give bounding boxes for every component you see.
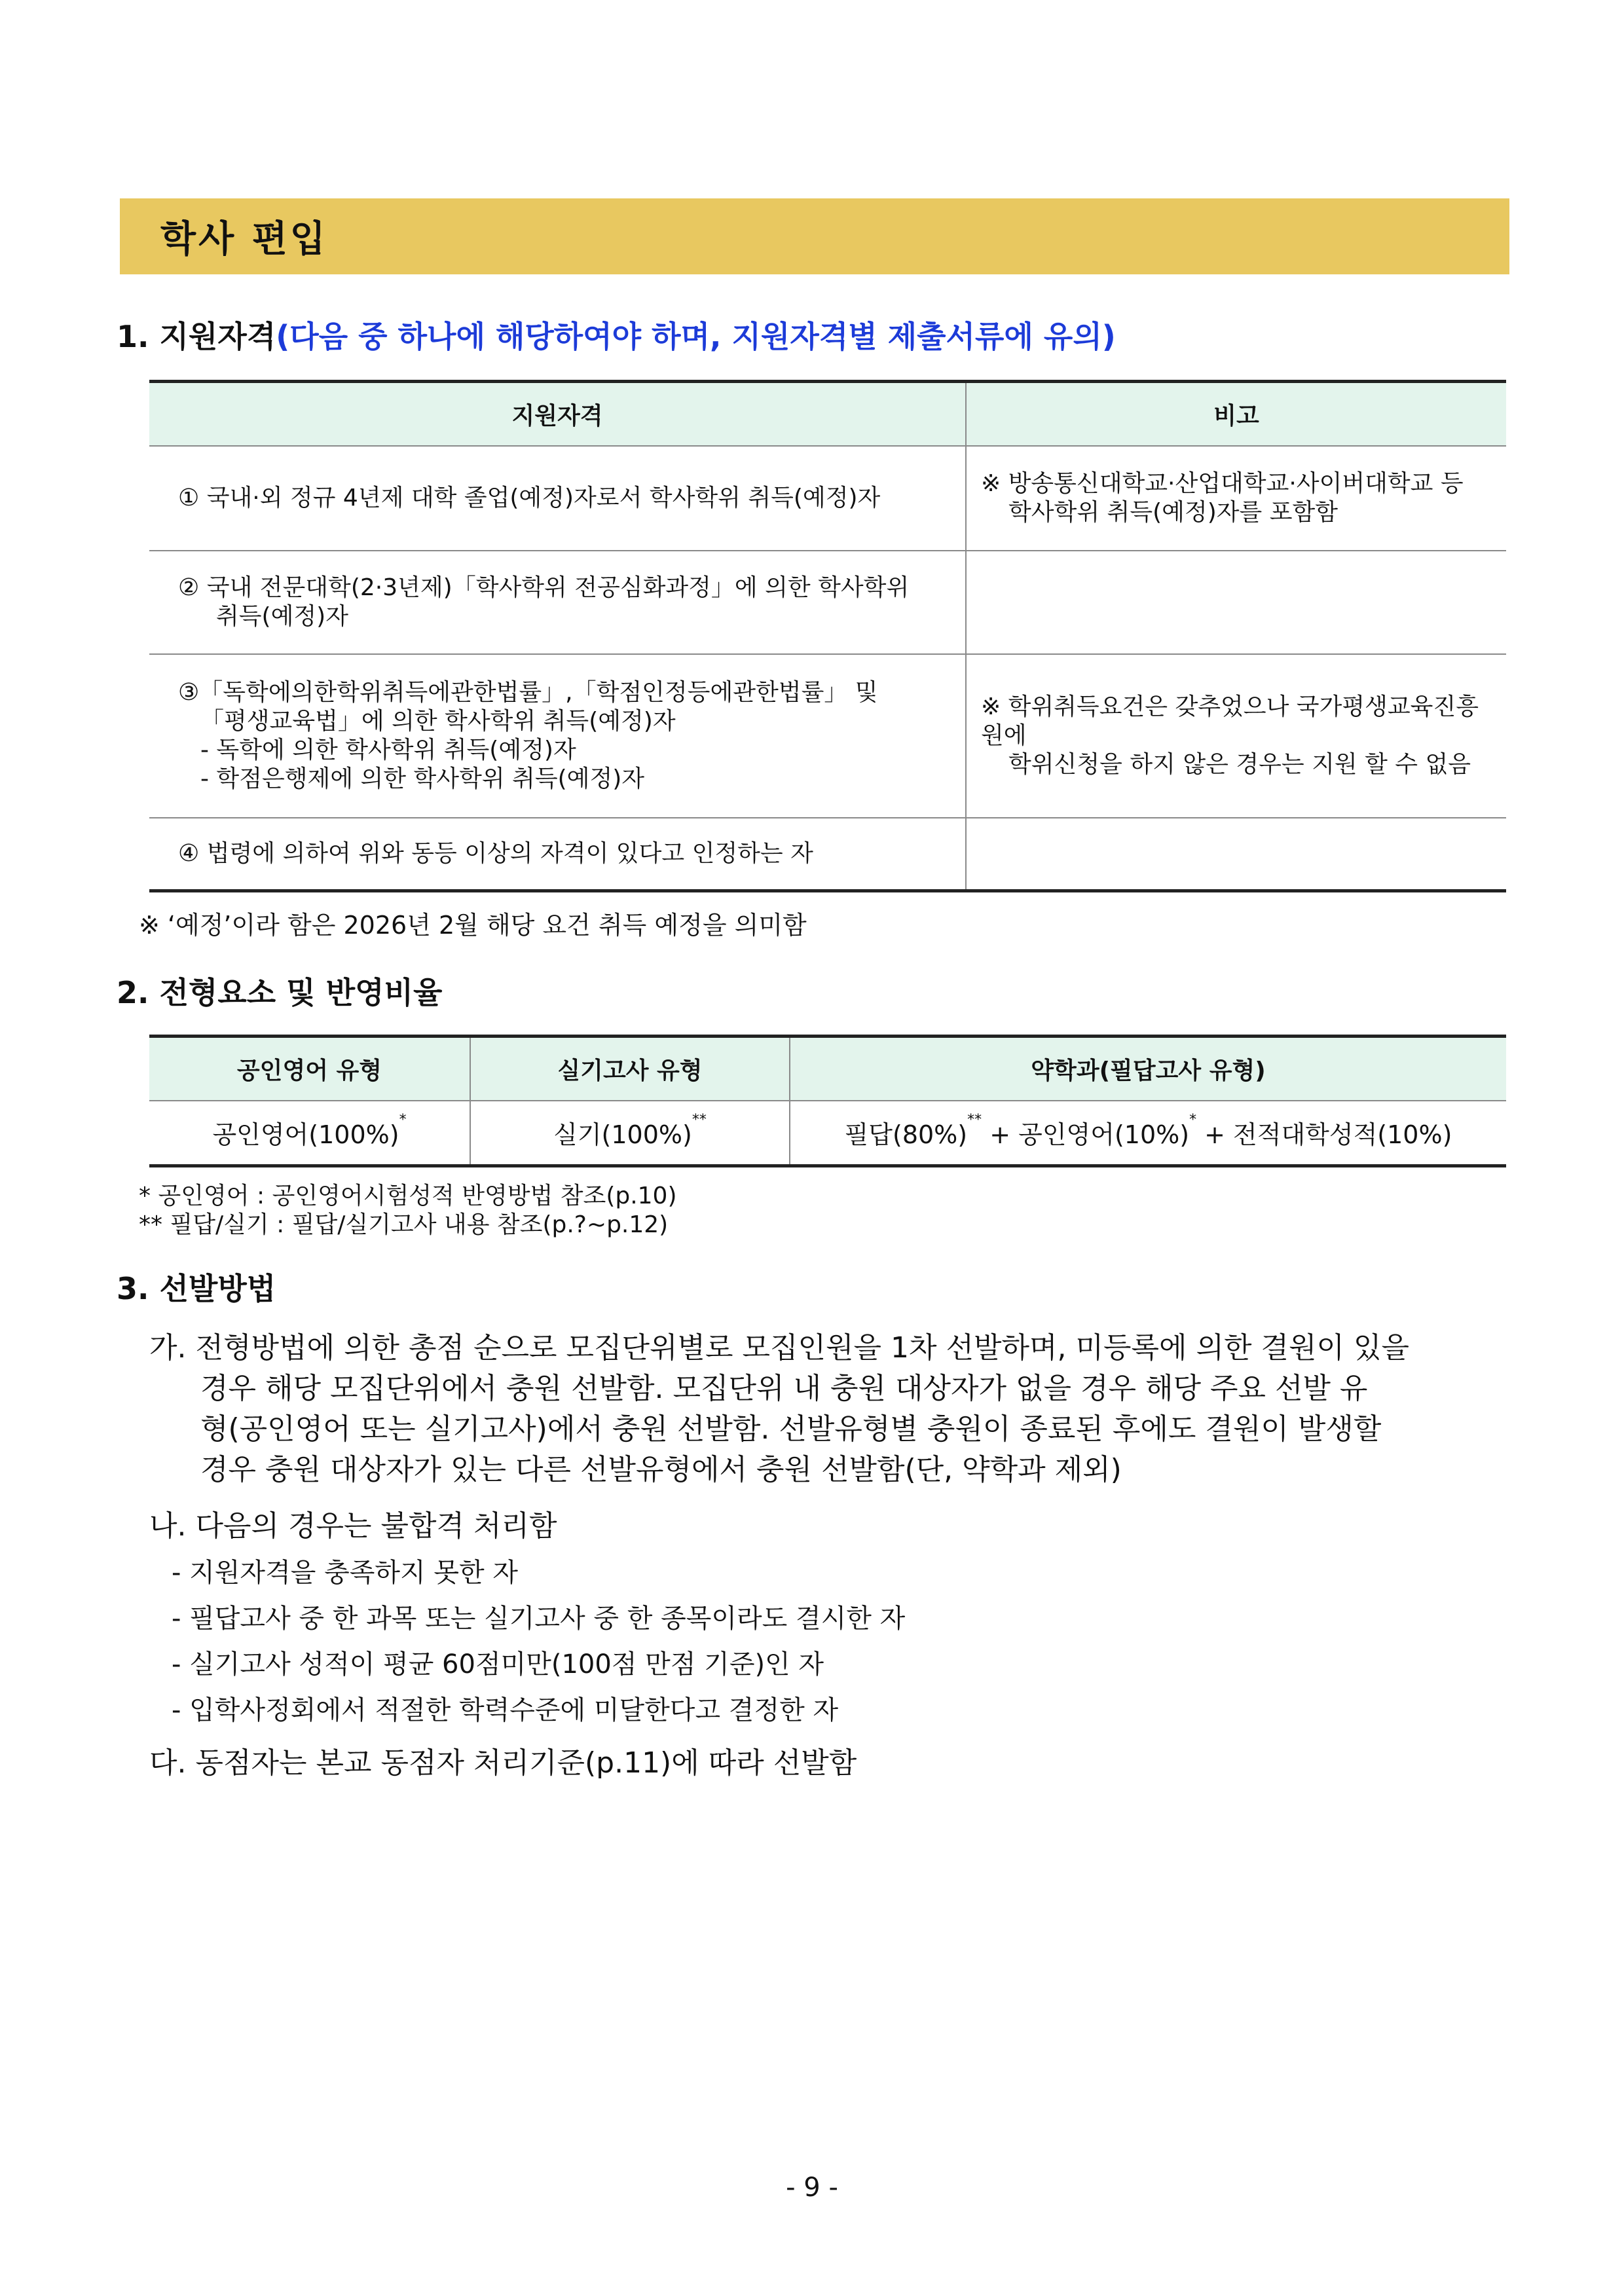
- eligibility-line: - 학점은행제에 의한 학사학위 취득(예정)자: [200, 765, 645, 792]
- eligibility-line: 「평생교육법」에 의한 학사학위 취득(예정)자: [200, 707, 676, 735]
- remarks-line: 학위신청을 하지 않은 경우는 지원 할 수 없음: [1008, 750, 1471, 778]
- eligibility-line: - 독학에 의한 학사학위 취득(예정)자: [200, 736, 576, 763]
- eligibility-cell: [149, 818, 966, 891]
- paragraph-ga-line: 경우 해당 모집단위에서 충원 선발함. 모집단위 내 충원 대상자가 없을 경우 해당 주요 선발 유: [200, 1372, 1368, 1405]
- remarks-header: 비고: [966, 382, 1506, 446]
- english-type-cell: 공인영어(100%)*: [149, 1101, 470, 1166]
- table-row: [149, 551, 1506, 654]
- section-1-footnote: ※ ‘예정’이라 함은 2026년 2월 해당 요건 취득 예정을 의미함: [139, 911, 807, 940]
- practical-type-header: 실기고사 유형: [470, 1037, 790, 1101]
- eligibility-line: ② 국내 전문대학(2·3년제)「학사학위 전공심화과정」에 의한 학사학위: [178, 574, 910, 601]
- practical-type-cell: 실기(100%)**: [470, 1101, 790, 1166]
- eligibility-line: ① 국내·외 정규 4년제 대학 졸업(예정)자로서 학사학위 취득(예정)자: [178, 484, 881, 511]
- remarks-cell: [966, 654, 1506, 818]
- eligibility-table: [149, 380, 1506, 892]
- banner-title: 학사 편입: [160, 218, 328, 261]
- eligibility-header: 지원자격: [149, 382, 966, 446]
- pharmacy-type-header: 약학과(필답고사 유형): [790, 1037, 1506, 1101]
- list-item: - 실기고사 성적이 평균 60점미만(100점 만점 기준)인 자: [172, 1649, 824, 1680]
- eligibility-line: ③「독학에의한학위취득에관한법률」,「학점인정등에관한법률」 및: [178, 678, 878, 706]
- section-2-note: * 공인영어 : 공인영어시험성적 반영방법 참조(p.10): [139, 1183, 677, 1209]
- list-item: - 지원자격을 충족하지 못한 자: [172, 1558, 518, 1588]
- section-1-note: (다음 중 하나에 해당하여야 하며, 지원자격별 제출서류에 유의): [276, 319, 1116, 354]
- page-number: - 9 -: [786, 2173, 838, 2203]
- pharmacy-type-cell: 필답(80%)** + 공인영어(10%)* + 전적대학성적(10%): [790, 1101, 1506, 1166]
- section-1-heading: [117, 313, 1116, 356]
- table-row: [149, 654, 1506, 818]
- english-type-header: 공인영어 유형: [149, 1037, 470, 1101]
- paragraph-na: 나. 다음의 경우는 불합격 처리함: [149, 1509, 557, 1543]
- paragraph-ga-line: 형(공인영어 또는 실기고사)에서 충원 선발함. 선발유형별 충원이 종료된 후에도 결원이 발생할: [200, 1412, 1382, 1446]
- eligibility-cell: [149, 654, 966, 818]
- remarks-cell: [966, 551, 1506, 654]
- selection-ratio-table: [149, 1035, 1506, 1167]
- paragraph-ga-line: 경우 충원 대상자가 있는 다른 선발유형에서 충원 선발함(단, 약학과 제외): [200, 1453, 1122, 1486]
- section-3-title: 3. 선발방법: [117, 1271, 276, 1306]
- remarks-cell: [966, 446, 1506, 551]
- table-row: [149, 1101, 1506, 1166]
- eligibility-cell: [149, 446, 966, 551]
- paragraph-ga-line: 가. 전형방법에 의한 총점 순으로 모집단위별로 모집인원을 1차 선발하며, 미등록에 의한 결원이 있을: [149, 1331, 1409, 1365]
- remarks-line: 학사학위 취득(예정)자를 포함함: [1008, 498, 1338, 526]
- paragraph-da: 다. 동점자는 본교 동점자 처리기준(p.11)에 따라 선발함: [149, 1746, 857, 1780]
- eligibility-cell: [149, 551, 966, 654]
- list-item: - 입학사정회에서 적절한 학력수준에 미달한다고 결정한 자: [172, 1695, 839, 1725]
- remarks-line: ※ 학위취득요건은 갖추었으나 국가평생교육진흥원에: [981, 693, 1479, 749]
- eligibility-line: 취득(예정)자: [216, 602, 348, 630]
- list-item: - 필답고사 중 한 과목 또는 실기고사 중 한 종목이라도 결시한 자: [172, 1604, 906, 1634]
- section-banner: [120, 198, 1509, 274]
- remarks-line: ※ 방송통신대학교·산업대학교·사이버대학교 등: [981, 469, 1464, 497]
- eligibility-line: ④ 법령에 의하여 위와 동등 이상의 자격이 있다고 인정하는 자: [178, 839, 813, 867]
- table-row: [149, 818, 1506, 891]
- section-2-title: 2. 전형요소 및 반영비율: [117, 975, 443, 1010]
- section-1-title: 1. 지원자격: [117, 319, 276, 354]
- remarks-cell: [966, 818, 1506, 891]
- section-2-note: ** 필답/실기 : 필답/실기고사 내용 참조(p.?~p.12): [139, 1211, 669, 1238]
- table-row: [149, 446, 1506, 551]
